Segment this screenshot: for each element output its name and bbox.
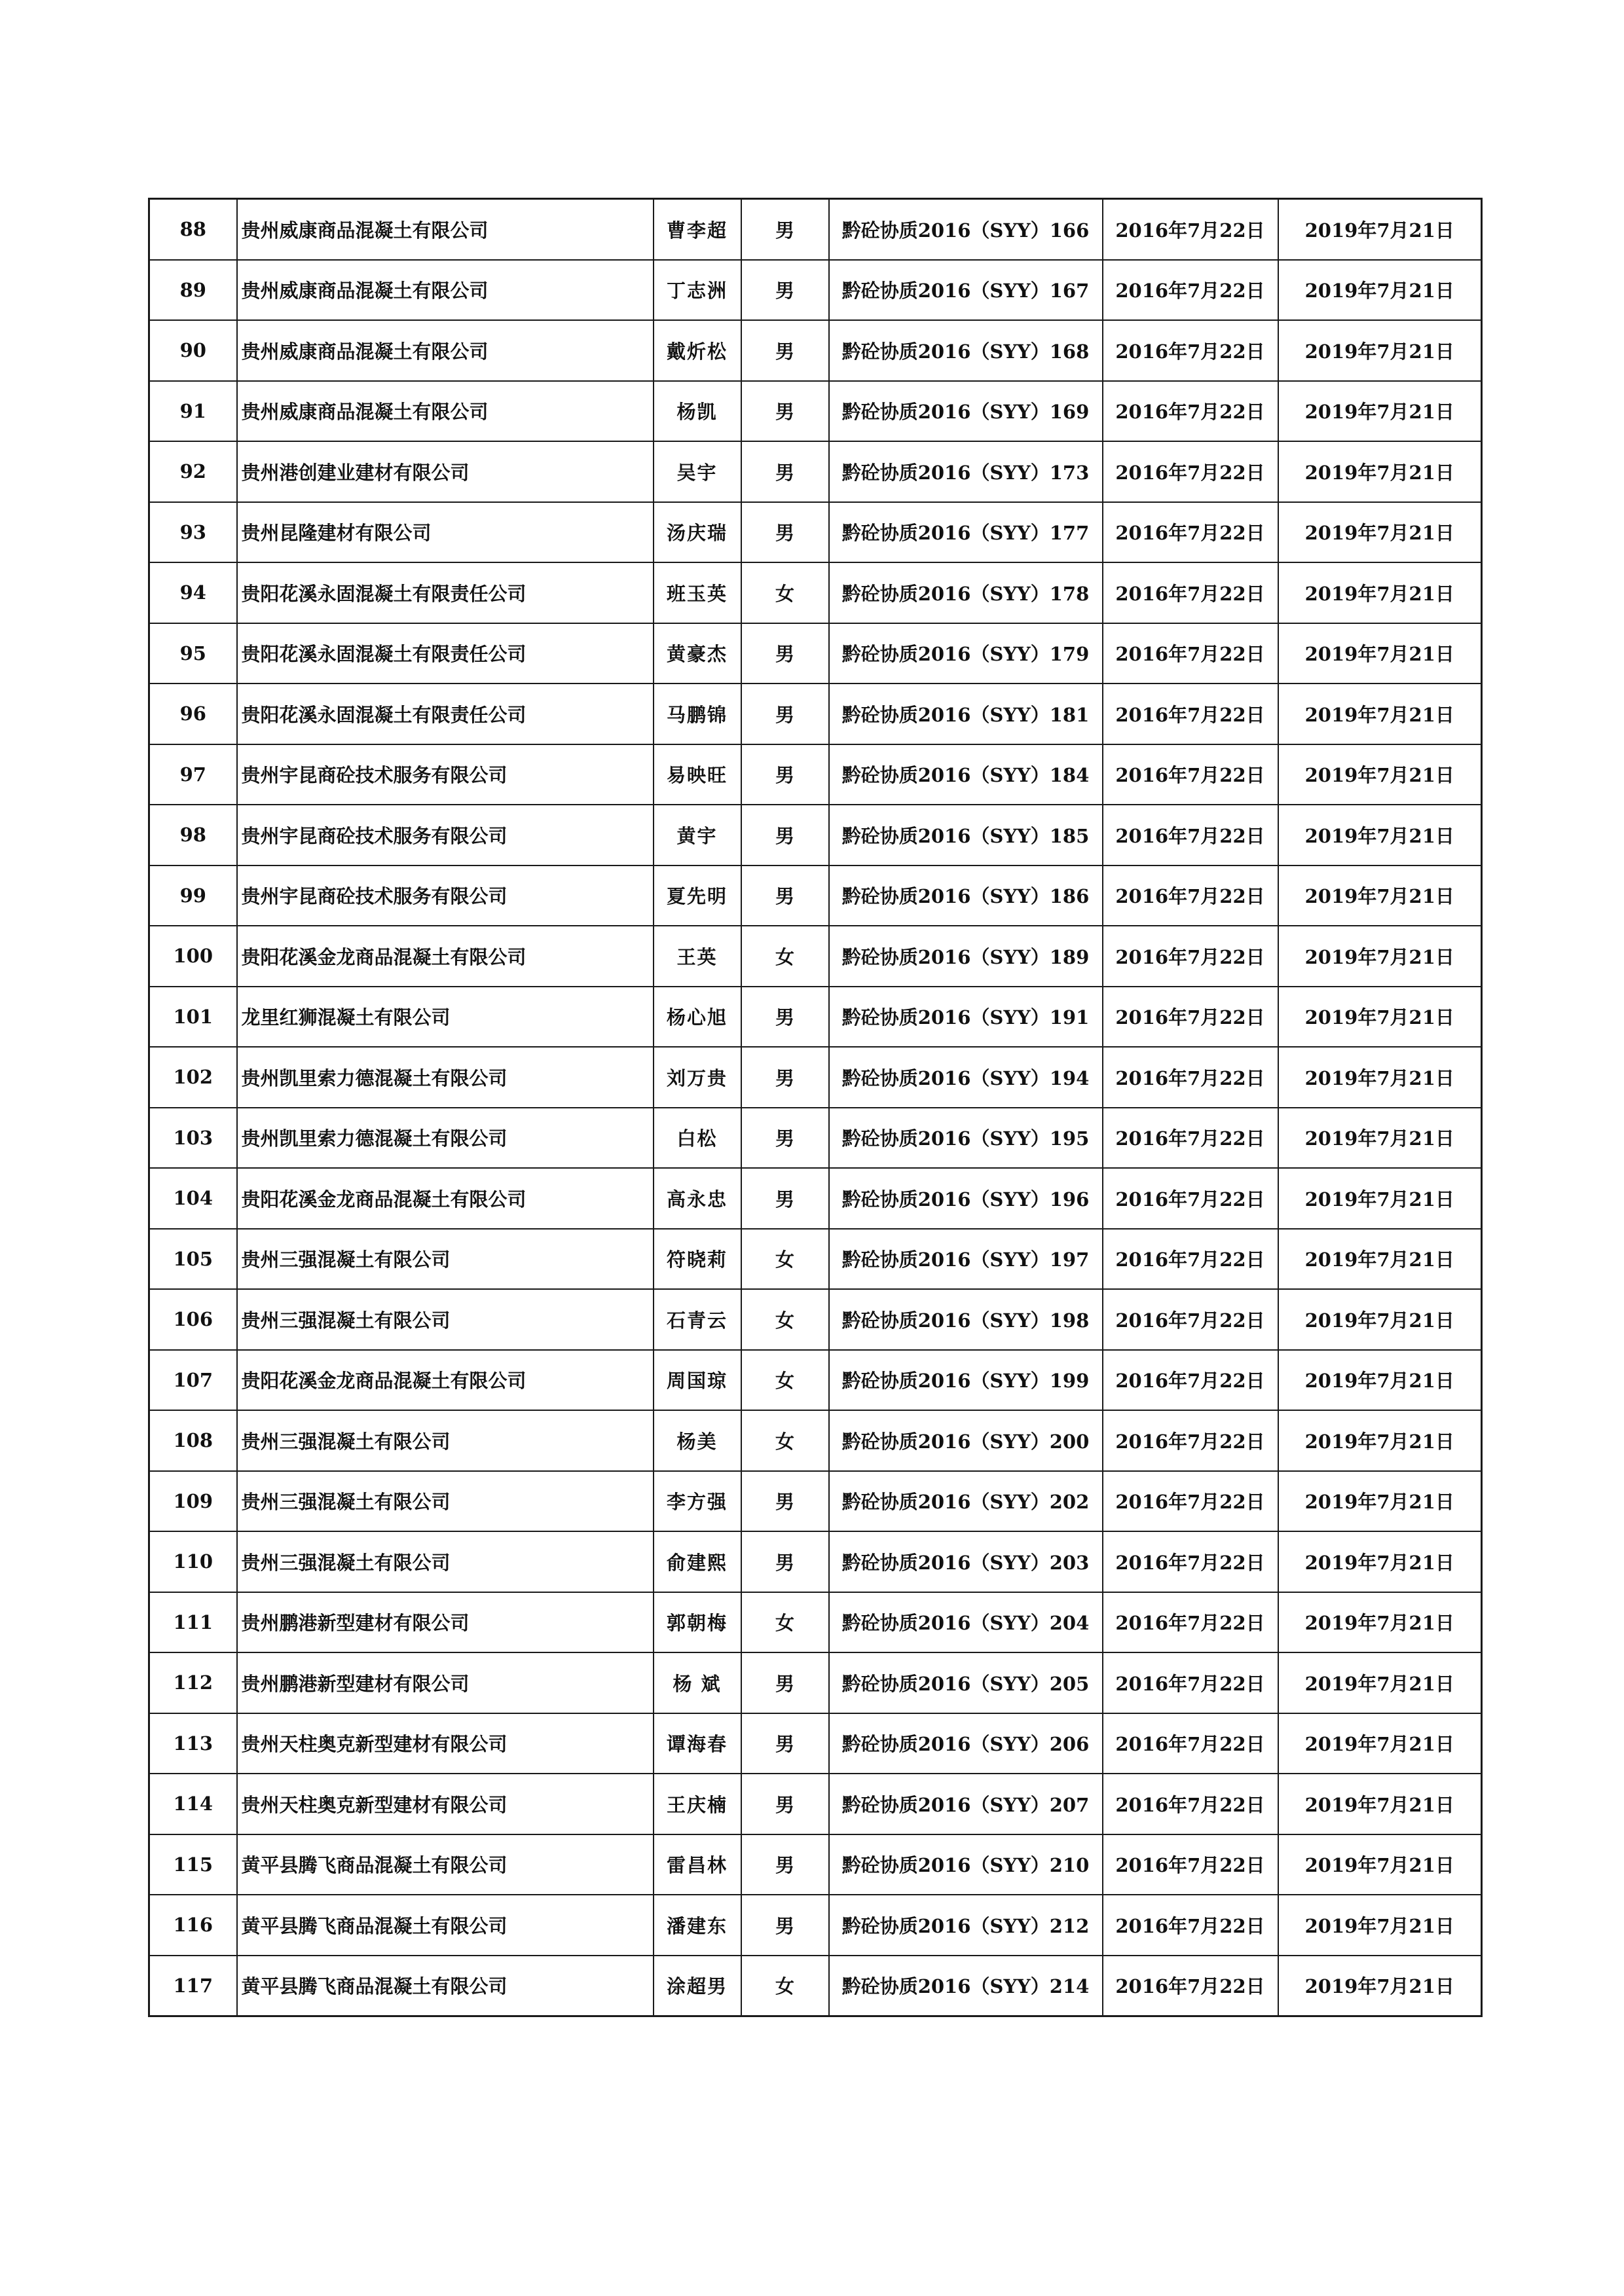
gender-cell: 男 bbox=[741, 1713, 829, 1774]
gender-cell: 女 bbox=[741, 1592, 829, 1653]
row-number-cell: 114 bbox=[149, 1774, 237, 1834]
gender-cell: 女 bbox=[741, 1956, 829, 2016]
gender-cell: 男 bbox=[741, 320, 829, 381]
expiry-date-cell: 2019年7月21日 bbox=[1278, 1592, 1482, 1653]
expiry-date-cell: 2019年7月21日 bbox=[1278, 744, 1482, 805]
issue-date-cell: 2016年7月22日 bbox=[1103, 683, 1278, 744]
certificate-number-cell: 黔砼协质2016（SYY）167 bbox=[829, 260, 1103, 321]
person-name-cell: 汤庆瑞 bbox=[654, 502, 741, 563]
gender-cell: 男 bbox=[741, 805, 829, 866]
person-name-cell: 杨心旭 bbox=[654, 987, 741, 1048]
row-number-cell: 105 bbox=[149, 1229, 237, 1290]
expiry-date-cell: 2019年7月21日 bbox=[1278, 199, 1482, 260]
certificate-number-cell: 黔砼协质2016（SYY）178 bbox=[829, 562, 1103, 623]
gender-cell: 男 bbox=[741, 1834, 829, 1895]
issue-date-cell: 2016年7月22日 bbox=[1103, 987, 1278, 1048]
issue-date-cell: 2016年7月22日 bbox=[1103, 1350, 1278, 1411]
row-number-cell: 88 bbox=[149, 199, 237, 260]
company-cell: 贵阳花溪永固混凝土有限责任公司 bbox=[237, 623, 654, 684]
table-row bbox=[149, 1047, 1482, 1108]
issue-date-cell: 2016年7月22日 bbox=[1103, 441, 1278, 502]
company-cell: 贵州三强混凝土有限公司 bbox=[237, 1289, 654, 1350]
expiry-date-cell: 2019年7月21日 bbox=[1278, 1956, 1482, 2016]
issue-date-cell: 2016年7月22日 bbox=[1103, 1956, 1278, 2016]
expiry-date-cell: 2019年7月21日 bbox=[1278, 381, 1482, 442]
table-row bbox=[149, 1774, 1482, 1834]
table-row bbox=[149, 320, 1482, 381]
row-number-cell: 117 bbox=[149, 1956, 237, 2016]
table-row bbox=[149, 502, 1482, 563]
table-row bbox=[149, 260, 1482, 321]
gender-cell: 男 bbox=[741, 441, 829, 502]
expiry-date-cell: 2019年7月21日 bbox=[1278, 805, 1482, 866]
company-cell: 贵阳花溪金龙商品混凝土有限公司 bbox=[237, 1168, 654, 1229]
row-number-cell: 89 bbox=[149, 260, 237, 321]
gender-cell: 男 bbox=[741, 1895, 829, 1956]
certificate-number-cell: 黔砼协质2016（SYY）173 bbox=[829, 441, 1103, 502]
issue-date-cell: 2016年7月22日 bbox=[1103, 1592, 1278, 1653]
row-number-cell: 100 bbox=[149, 926, 237, 987]
company-cell: 贵州宇昆商砼技术服务有限公司 bbox=[237, 805, 654, 866]
row-number-cell: 110 bbox=[149, 1531, 237, 1592]
row-number-cell: 95 bbox=[149, 623, 237, 684]
person-name-cell: 高永忠 bbox=[654, 1168, 741, 1229]
row-number-cell: 99 bbox=[149, 866, 237, 926]
certificate-number-cell: 黔砼协质2016（SYY）189 bbox=[829, 926, 1103, 987]
row-number-cell: 97 bbox=[149, 744, 237, 805]
person-name-cell: 谭海春 bbox=[654, 1713, 741, 1774]
issue-date-cell: 2016年7月22日 bbox=[1103, 805, 1278, 866]
row-number-cell: 104 bbox=[149, 1168, 237, 1229]
person-name-cell: 涂超男 bbox=[654, 1956, 741, 2016]
row-number-cell: 109 bbox=[149, 1471, 237, 1532]
table-row bbox=[149, 381, 1482, 442]
certificate-number-cell: 黔砼协质2016（SYY）214 bbox=[829, 1956, 1103, 2016]
company-cell: 贵州鹏港新型建材有限公司 bbox=[237, 1652, 654, 1713]
company-cell: 黄平县腾飞商品混凝土有限公司 bbox=[237, 1834, 654, 1895]
person-name-cell: 李方强 bbox=[654, 1471, 741, 1532]
person-name-cell: 雷昌林 bbox=[654, 1834, 741, 1895]
expiry-date-cell: 2019年7月21日 bbox=[1278, 987, 1482, 1048]
issue-date-cell: 2016年7月22日 bbox=[1103, 1047, 1278, 1108]
issue-date-cell: 2016年7月22日 bbox=[1103, 1713, 1278, 1774]
company-cell: 贵州天柱奥克新型建材有限公司 bbox=[237, 1713, 654, 1774]
expiry-date-cell: 2019年7月21日 bbox=[1278, 926, 1482, 987]
gender-cell: 男 bbox=[741, 623, 829, 684]
issue-date-cell: 2016年7月22日 bbox=[1103, 260, 1278, 321]
expiry-date-cell: 2019年7月21日 bbox=[1278, 1531, 1482, 1592]
row-number-cell: 92 bbox=[149, 441, 237, 502]
table-row bbox=[149, 1168, 1482, 1229]
row-number-cell: 93 bbox=[149, 502, 237, 563]
certificate-number-cell: 黔砼协质2016（SYY）177 bbox=[829, 502, 1103, 563]
table-row bbox=[149, 562, 1482, 623]
table-row bbox=[149, 441, 1482, 502]
person-name-cell: 马鹏锦 bbox=[654, 683, 741, 744]
gender-cell: 男 bbox=[741, 199, 829, 260]
gender-cell: 女 bbox=[741, 1289, 829, 1350]
company-cell: 贵州威康商品混凝土有限公司 bbox=[237, 320, 654, 381]
company-cell: 贵州凯里索力德混凝土有限公司 bbox=[237, 1108, 654, 1169]
expiry-date-cell: 2019年7月21日 bbox=[1278, 1289, 1482, 1350]
expiry-date-cell: 2019年7月21日 bbox=[1278, 1047, 1482, 1108]
certificate-number-cell: 黔砼协质2016（SYY）205 bbox=[829, 1652, 1103, 1713]
company-cell: 贵州威康商品混凝土有限公司 bbox=[237, 199, 654, 260]
person-name-cell: 黄豪杰 bbox=[654, 623, 741, 684]
table-row bbox=[149, 683, 1482, 744]
issue-date-cell: 2016年7月22日 bbox=[1103, 1774, 1278, 1834]
certificate-number-cell: 黔砼协质2016（SYY）202 bbox=[829, 1471, 1103, 1532]
company-cell: 贵州威康商品混凝土有限公司 bbox=[237, 260, 654, 321]
table-row bbox=[149, 1531, 1482, 1592]
row-number-cell: 96 bbox=[149, 683, 237, 744]
row-number-cell: 91 bbox=[149, 381, 237, 442]
issue-date-cell: 2016年7月22日 bbox=[1103, 1108, 1278, 1169]
gender-cell: 女 bbox=[741, 926, 829, 987]
certificate-number-cell: 黔砼协质2016（SYY）179 bbox=[829, 623, 1103, 684]
gender-cell: 男 bbox=[741, 987, 829, 1048]
issue-date-cell: 2016年7月22日 bbox=[1103, 1410, 1278, 1471]
gender-cell: 男 bbox=[741, 1774, 829, 1834]
row-number-cell: 108 bbox=[149, 1410, 237, 1471]
gender-cell: 男 bbox=[741, 1531, 829, 1592]
issue-date-cell: 2016年7月22日 bbox=[1103, 1652, 1278, 1713]
certificate-number-cell: 黔砼协质2016（SYY）181 bbox=[829, 683, 1103, 744]
table-row bbox=[149, 199, 1482, 260]
person-name-cell: 杨美 bbox=[654, 1410, 741, 1471]
person-name-cell: 杨凯 bbox=[654, 381, 741, 442]
gender-cell: 男 bbox=[741, 1168, 829, 1229]
row-number-cell: 98 bbox=[149, 805, 237, 866]
issue-date-cell: 2016年7月22日 bbox=[1103, 1471, 1278, 1532]
gender-cell: 男 bbox=[741, 381, 829, 442]
person-name-cell: 戴炘松 bbox=[654, 320, 741, 381]
person-name-cell: 王庆楠 bbox=[654, 1774, 741, 1834]
expiry-date-cell: 2019年7月21日 bbox=[1278, 1774, 1482, 1834]
person-name-cell: 易映旺 bbox=[654, 744, 741, 805]
company-cell: 贵州宇昆商砼技术服务有限公司 bbox=[237, 744, 654, 805]
issue-date-cell: 2016年7月22日 bbox=[1103, 199, 1278, 260]
certificate-number-cell: 黔砼协质2016（SYY）184 bbox=[829, 744, 1103, 805]
expiry-date-cell: 2019年7月21日 bbox=[1278, 866, 1482, 926]
table-row bbox=[149, 987, 1482, 1048]
certificate-number-cell: 黔砼协质2016（SYY）169 bbox=[829, 381, 1103, 442]
table-row bbox=[149, 623, 1482, 684]
person-name-cell: 石青云 bbox=[654, 1289, 741, 1350]
company-cell: 贵阳花溪金龙商品混凝土有限公司 bbox=[237, 926, 654, 987]
company-cell: 贵州三强混凝土有限公司 bbox=[237, 1471, 654, 1532]
gender-cell: 女 bbox=[741, 1350, 829, 1411]
company-cell: 贵州宇昆商砼技术服务有限公司 bbox=[237, 866, 654, 926]
table-row bbox=[149, 1108, 1482, 1169]
row-number-cell: 113 bbox=[149, 1713, 237, 1774]
table-row bbox=[149, 1713, 1482, 1774]
certificate-number-cell: 黔砼协质2016（SYY）198 bbox=[829, 1289, 1103, 1350]
table-row bbox=[149, 1592, 1482, 1653]
gender-cell: 男 bbox=[741, 744, 829, 805]
expiry-date-cell: 2019年7月21日 bbox=[1278, 1713, 1482, 1774]
table-row bbox=[149, 1350, 1482, 1411]
company-cell: 贵阳花溪永固混凝土有限责任公司 bbox=[237, 562, 654, 623]
company-cell: 黄平县腾飞商品混凝土有限公司 bbox=[237, 1956, 654, 2016]
company-cell: 贵州三强混凝土有限公司 bbox=[237, 1229, 654, 1290]
row-number-cell: 107 bbox=[149, 1350, 237, 1411]
expiry-date-cell: 2019年7月21日 bbox=[1278, 1652, 1482, 1713]
expiry-date-cell: 2019年7月21日 bbox=[1278, 441, 1482, 502]
company-cell: 贵州威康商品混凝土有限公司 bbox=[237, 381, 654, 442]
gender-cell: 女 bbox=[741, 562, 829, 623]
person-name-cell: 黄宇 bbox=[654, 805, 741, 866]
certificate-number-cell: 黔砼协质2016（SYY）200 bbox=[829, 1410, 1103, 1471]
certificate-number-cell: 黔砼协质2016（SYY）195 bbox=[829, 1108, 1103, 1169]
person-name-cell: 夏先明 bbox=[654, 866, 741, 926]
gender-cell: 男 bbox=[741, 1652, 829, 1713]
person-name-cell: 刘万贵 bbox=[654, 1047, 741, 1108]
company-cell: 贵州昆隆建材有限公司 bbox=[237, 502, 654, 563]
issue-date-cell: 2016年7月22日 bbox=[1103, 1834, 1278, 1895]
company-cell: 贵州三强混凝土有限公司 bbox=[237, 1531, 654, 1592]
row-number-cell: 94 bbox=[149, 562, 237, 623]
row-number-cell: 112 bbox=[149, 1652, 237, 1713]
certificate-number-cell: 黔砼协质2016（SYY）206 bbox=[829, 1713, 1103, 1774]
issue-date-cell: 2016年7月22日 bbox=[1103, 744, 1278, 805]
expiry-date-cell: 2019年7月21日 bbox=[1278, 1168, 1482, 1229]
gender-cell: 男 bbox=[741, 1047, 829, 1108]
expiry-date-cell: 2019年7月21日 bbox=[1278, 562, 1482, 623]
certificate-number-cell: 黔砼协质2016（SYY）185 bbox=[829, 805, 1103, 866]
certificate-number-cell: 黔砼协质2016（SYY）212 bbox=[829, 1895, 1103, 1956]
table-body bbox=[149, 199, 1482, 2016]
row-number-cell: 102 bbox=[149, 1047, 237, 1108]
company-cell: 贵州凯里索力德混凝土有限公司 bbox=[237, 1047, 654, 1108]
gender-cell: 女 bbox=[741, 1229, 829, 1290]
company-cell: 龙里红狮混凝土有限公司 bbox=[237, 987, 654, 1048]
gender-cell: 女 bbox=[741, 1410, 829, 1471]
table-row bbox=[149, 1229, 1482, 1290]
certificate-number-cell: 黔砼协质2016（SYY）186 bbox=[829, 866, 1103, 926]
certificate-number-cell: 黔砼协质2016（SYY）203 bbox=[829, 1531, 1103, 1592]
expiry-date-cell: 2019年7月21日 bbox=[1278, 320, 1482, 381]
certificate-number-cell: 黔砼协质2016（SYY）207 bbox=[829, 1774, 1103, 1834]
issue-date-cell: 2016年7月22日 bbox=[1103, 562, 1278, 623]
expiry-date-cell: 2019年7月21日 bbox=[1278, 1350, 1482, 1411]
certificate-number-cell: 黔砼协质2016（SYY）168 bbox=[829, 320, 1103, 381]
issue-date-cell: 2016年7月22日 bbox=[1103, 866, 1278, 926]
person-name-cell: 白松 bbox=[654, 1108, 741, 1169]
expiry-date-cell: 2019年7月21日 bbox=[1278, 1834, 1482, 1895]
company-cell: 贵阳花溪永固混凝土有限责任公司 bbox=[237, 683, 654, 744]
expiry-date-cell: 2019年7月21日 bbox=[1278, 1410, 1482, 1471]
gender-cell: 男 bbox=[741, 866, 829, 926]
table-row bbox=[149, 805, 1482, 866]
person-name-cell: 符晓莉 bbox=[654, 1229, 741, 1290]
company-cell: 贵州港创建业建材有限公司 bbox=[237, 441, 654, 502]
certificate-number-cell: 黔砼协质2016（SYY）191 bbox=[829, 987, 1103, 1048]
person-name-cell: 王英 bbox=[654, 926, 741, 987]
row-number-cell: 115 bbox=[149, 1834, 237, 1895]
issue-date-cell: 2016年7月22日 bbox=[1103, 1895, 1278, 1956]
expiry-date-cell: 2019年7月21日 bbox=[1278, 1108, 1482, 1169]
row-number-cell: 101 bbox=[149, 987, 237, 1048]
gender-cell: 男 bbox=[741, 1108, 829, 1169]
table-row bbox=[149, 1956, 1482, 2016]
expiry-date-cell: 2019年7月21日 bbox=[1278, 623, 1482, 684]
person-name-cell: 杨 斌 bbox=[654, 1652, 741, 1713]
issue-date-cell: 2016年7月22日 bbox=[1103, 381, 1278, 442]
table-row bbox=[149, 1895, 1482, 1956]
table-row bbox=[149, 926, 1482, 987]
table-row bbox=[149, 1289, 1482, 1350]
gender-cell: 男 bbox=[741, 502, 829, 563]
expiry-date-cell: 2019年7月21日 bbox=[1278, 683, 1482, 744]
expiry-date-cell: 2019年7月21日 bbox=[1278, 502, 1482, 563]
issue-date-cell: 2016年7月22日 bbox=[1103, 1229, 1278, 1290]
expiry-date-cell: 2019年7月21日 bbox=[1278, 1895, 1482, 1956]
certificate-table bbox=[148, 198, 1483, 2017]
expiry-date-cell: 2019年7月21日 bbox=[1278, 260, 1482, 321]
gender-cell: 男 bbox=[741, 1471, 829, 1532]
table-row bbox=[149, 1834, 1482, 1895]
issue-date-cell: 2016年7月22日 bbox=[1103, 502, 1278, 563]
gender-cell: 男 bbox=[741, 260, 829, 321]
table-row bbox=[149, 1410, 1482, 1471]
expiry-date-cell: 2019年7月21日 bbox=[1278, 1471, 1482, 1532]
row-number-cell: 106 bbox=[149, 1289, 237, 1350]
row-number-cell: 111 bbox=[149, 1592, 237, 1653]
person-name-cell: 吴宇 bbox=[654, 441, 741, 502]
certificate-number-cell: 黔砼协质2016（SYY）197 bbox=[829, 1229, 1103, 1290]
issue-date-cell: 2016年7月22日 bbox=[1103, 1531, 1278, 1592]
certificate-number-cell: 黔砼协质2016（SYY）210 bbox=[829, 1834, 1103, 1895]
company-cell: 贵阳花溪金龙商品混凝土有限公司 bbox=[237, 1350, 654, 1411]
certificate-number-cell: 黔砼协质2016（SYY）199 bbox=[829, 1350, 1103, 1411]
row-number-cell: 103 bbox=[149, 1108, 237, 1169]
company-cell: 贵州鹏港新型建材有限公司 bbox=[237, 1592, 654, 1653]
issue-date-cell: 2016年7月22日 bbox=[1103, 1168, 1278, 1229]
person-name-cell: 周国琼 bbox=[654, 1350, 741, 1411]
table-row bbox=[149, 1652, 1482, 1713]
company-cell: 贵州天柱奥克新型建材有限公司 bbox=[237, 1774, 654, 1834]
person-name-cell: 潘建东 bbox=[654, 1895, 741, 1956]
person-name-cell: 郭朝梅 bbox=[654, 1592, 741, 1653]
row-number-cell: 116 bbox=[149, 1895, 237, 1956]
expiry-date-cell: 2019年7月21日 bbox=[1278, 1229, 1482, 1290]
issue-date-cell: 2016年7月22日 bbox=[1103, 623, 1278, 684]
company-cell: 贵州三强混凝土有限公司 bbox=[237, 1410, 654, 1471]
table-row bbox=[149, 1471, 1482, 1532]
certificate-number-cell: 黔砼协质2016（SYY）194 bbox=[829, 1047, 1103, 1108]
certificate-number-cell: 黔砼协质2016（SYY）204 bbox=[829, 1592, 1103, 1653]
certificate-number-cell: 黔砼协质2016（SYY）196 bbox=[829, 1168, 1103, 1229]
issue-date-cell: 2016年7月22日 bbox=[1103, 1289, 1278, 1350]
certificate-number-cell: 黔砼协质2016（SYY）166 bbox=[829, 199, 1103, 260]
row-number-cell: 90 bbox=[149, 320, 237, 381]
person-name-cell: 俞建熙 bbox=[654, 1531, 741, 1592]
person-name-cell: 曹李超 bbox=[654, 199, 741, 260]
issue-date-cell: 2016年7月22日 bbox=[1103, 320, 1278, 381]
person-name-cell: 丁志洲 bbox=[654, 260, 741, 321]
person-name-cell: 班玉英 bbox=[654, 562, 741, 623]
gender-cell: 男 bbox=[741, 683, 829, 744]
table-row bbox=[149, 744, 1482, 805]
issue-date-cell: 2016年7月22日 bbox=[1103, 926, 1278, 987]
table-row bbox=[149, 866, 1482, 926]
company-cell: 黄平县腾飞商品混凝土有限公司 bbox=[237, 1895, 654, 1956]
